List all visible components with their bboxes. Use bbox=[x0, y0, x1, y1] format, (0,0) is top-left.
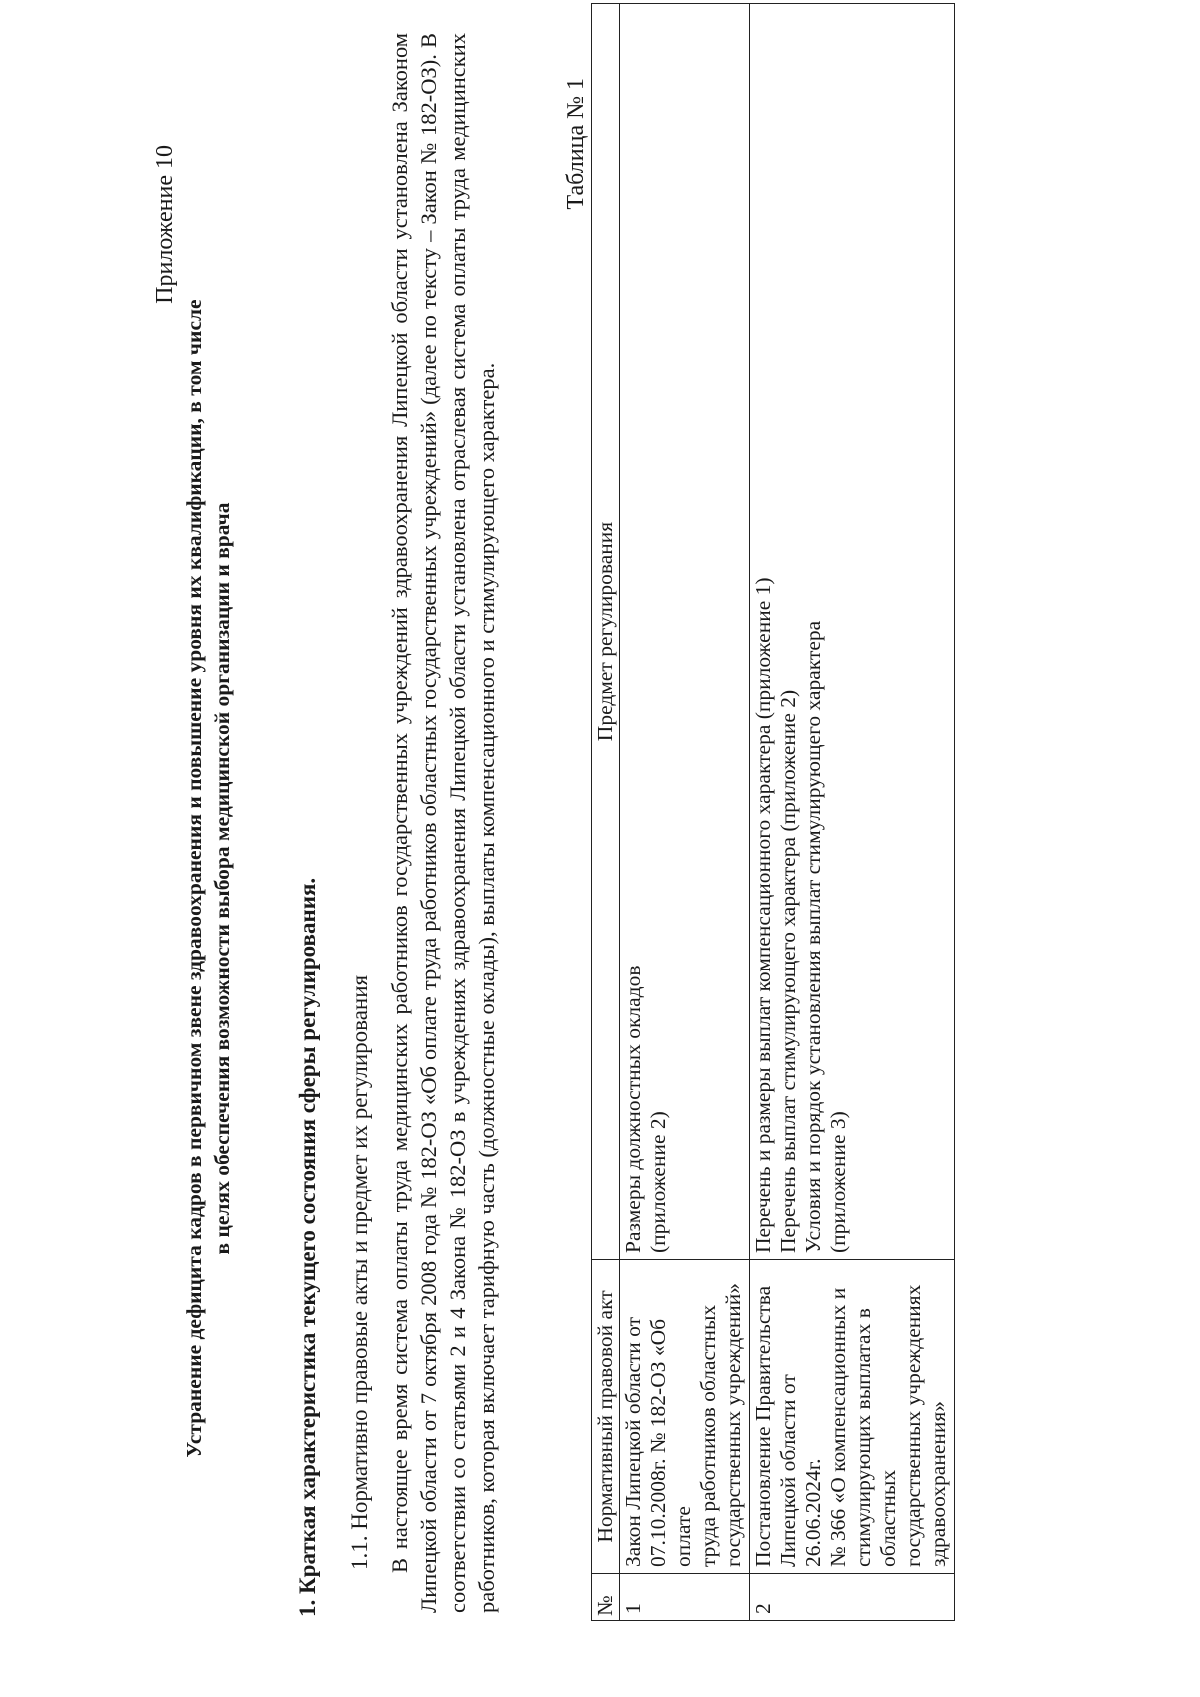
table-label: Таблица № 1 bbox=[563, 78, 589, 210]
row-subject bbox=[750, 4, 955, 1260]
row-legal-act bbox=[620, 1260, 750, 1574]
row-legal-act bbox=[750, 1260, 955, 1574]
act-line: Закон Липецкой области от bbox=[621, 1316, 645, 1567]
heading-line-2: в целях обеспечения возможности выбора медицинской организации и врача bbox=[210, 502, 234, 1255]
act-line: стимулирующих выплатах в областных bbox=[851, 1308, 900, 1567]
row-number: 2 bbox=[750, 1574, 955, 1621]
act-line: Липецкой области от 26.06.2024г. bbox=[776, 1374, 825, 1567]
row-subject bbox=[620, 4, 750, 1260]
header-subject: Предмет регулирования bbox=[592, 4, 620, 1260]
subject-line: (приложение 2) bbox=[646, 1111, 670, 1253]
appendix-label: Приложение 10 bbox=[152, 145, 178, 304]
subject-line: Перечень выплат стимулирующего характера (приложение 2) bbox=[776, 689, 800, 1253]
act-line: государственных учреждениях bbox=[901, 1284, 925, 1567]
act-line: Постановление Правительства bbox=[751, 1285, 775, 1567]
subject-line: Размеры должностных окладов bbox=[621, 965, 645, 1253]
heading-line-1: Устранение дефицита кадров в первичном звене здравоохранения и повышение уровня их квалификации, в том числе bbox=[182, 299, 206, 1458]
document-heading bbox=[180, 140, 236, 1617]
act-line: труда работников областных bbox=[696, 1304, 720, 1567]
act-line: № 366 «О компенсационных и bbox=[826, 1287, 850, 1567]
table-header-row bbox=[592, 4, 620, 1621]
regulation-table bbox=[591, 3, 955, 1621]
subject-line: (приложение 3) bbox=[826, 1111, 850, 1253]
act-line: здравоохранения» bbox=[926, 1400, 950, 1567]
table-row bbox=[620, 4, 750, 1621]
subsection-title: 1.1. Нормативно правовые акты и предмет их регулирования bbox=[347, 974, 372, 1570]
row-number: 1 bbox=[620, 1574, 750, 1621]
section-title: 1. Краткая характеристика текущего состояния сферы регулирования. bbox=[295, 877, 320, 1617]
subject-line: Перечень и размеры выплат компенсационного характера (приложение 1) bbox=[751, 577, 775, 1253]
header-number: № bbox=[592, 1574, 620, 1621]
subject-line: Условия и порядок установления выплат стимулирующего характера bbox=[801, 620, 825, 1253]
act-line: 07.10.2008г. № 182-ОЗ «Об оплате bbox=[646, 1318, 695, 1567]
act-line: государственных учреждений» bbox=[721, 1282, 745, 1567]
table-row bbox=[750, 4, 955, 1621]
body-paragraph: В настоящее время система оплаты труда медицинских работников государственных учреждений здравоохранения Липецкой области установлена Законом Липецкой области от 7 октября 2008 года № 182-ОЗ «Об оплате труда работников областных государственных учреждений» (далее по тексту – Закон № 182-ОЗ). В соответствии со статьями 2 и 4 Закона № 182-ОЗ в учреждениях здравоохранения Липецкой области установлена отраслевая система оплаты труда медицинских работников, которая включает тарифную часть (должностные оклады), выплаты компенсационного и стимулирующего характера. bbox=[387, 33, 499, 1613]
header-legal-act: Нормативный правовой акт bbox=[592, 1260, 620, 1574]
